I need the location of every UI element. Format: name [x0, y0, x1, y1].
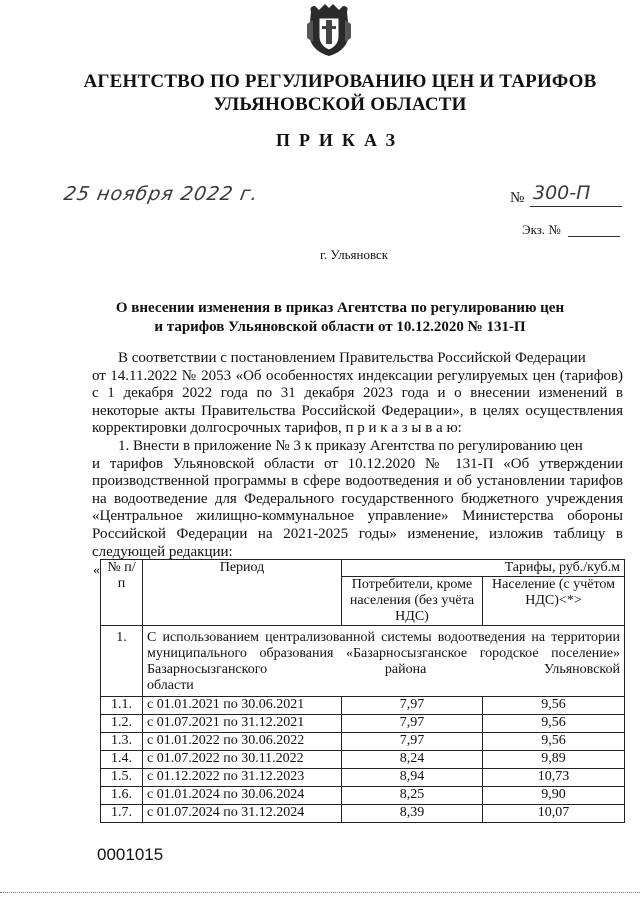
document-type: ПРИКАЗ — [275, 130, 405, 150]
paragraph-preamble-first-line: В соответствии с постановлением Правительства Российской Федерации — [118, 350, 586, 366]
table-row — [101, 805, 625, 823]
header-no: № п/п — [101, 560, 143, 626]
row-population-tariff: 9,90 — [483, 787, 625, 805]
row-population-tariff: 10,73 — [483, 769, 625, 787]
row-no: 1.4. — [101, 751, 143, 769]
copy-number-label: Экз. № — [522, 222, 561, 237]
row-no: 1.6. — [101, 787, 143, 805]
row-population-tariff: 9,56 — [483, 733, 625, 751]
table-row — [101, 787, 625, 805]
header-population: Население (с учётом НДС)<*> — [483, 577, 625, 626]
paragraph-item-1-first-line: 1. Внести в приложение № 3 к приказу Агентства по регулированию цен — [118, 438, 583, 454]
paragraph-item-1-rest: и тарифов Ульяновской области от 10.12.2020 № 131-П «Об утверждении производственной программы в сфере водоотведения и об установлении тарифов на водоотведение для Федерального государственного бюджетного учреждения «Центральное жилищно-коммунальное управление» Министерства обороны Российской Федерации на 2021-2025 годы» изменение, изложив таблицу в следующей редакции: — [92, 455, 623, 560]
serial-number: 0001015 — [97, 845, 164, 864]
paragraph-preamble-rest: от 14.11.2022 № 2053 «Об особенностях индексации регулируемых цен (тарифов) с 1 декабря 2022 года по 31 декабря 2023 года и о внесении изменений в некоторые акты Правительства Российской Федерации», в целях осуществления корректировки долгосрочных тарифов, п р и к а з ы в а ю: — [92, 367, 623, 437]
copy-number-blank — [568, 236, 620, 237]
row-consumers-tariff: 7,97 — [342, 733, 483, 751]
order-number-underline — [530, 206, 622, 207]
tariff-table — [100, 559, 625, 823]
row-no: 1.1. — [101, 697, 143, 715]
header-tariffs: Тарифы, руб./куб.м — [342, 560, 625, 577]
row-period: с 01.01.2024 по 30.06.2024 — [143, 787, 342, 805]
order-number-label: № — [510, 190, 525, 206]
table-row — [101, 751, 625, 769]
row-population-tariff: 9,56 — [483, 697, 625, 715]
table-row — [101, 715, 625, 733]
tariff-rows — [101, 697, 625, 823]
row-period: с 01.07.2021 по 31.12.2021 — [143, 715, 342, 733]
order-number: 300-П — [533, 182, 591, 204]
agency-name-line2: УЛЬЯНОВСКОЙ ОБЛАСТИ — [213, 94, 467, 115]
group-description-main: С использованием централизованной системы водоотведения на территории муниципального образования «Базарносызганское городское поселение» Базарносызганского района Ульяновской — [147, 630, 620, 677]
row-consumers-tariff: 8,25 — [342, 787, 483, 805]
row-period: с 01.01.2021 по 30.06.2021 — [143, 697, 342, 715]
order-title — [90, 299, 590, 337]
row-consumers-tariff: 8,94 — [342, 769, 483, 787]
row-period: с 01.01.2022 по 30.06.2022 — [143, 733, 342, 751]
paragraph-preamble — [92, 350, 623, 438]
coat-of-arms-icon — [305, 2, 353, 58]
quote-open: « — [93, 563, 100, 578]
city: г. Ульяновск — [320, 247, 389, 262]
header-consumers: Потребители, кроме населения (без учёта НДС) — [342, 577, 483, 626]
order-date: 25 ноября 2022 г. — [62, 183, 261, 205]
row-consumers-tariff: 8,39 — [342, 805, 483, 823]
header-period: Период — [143, 560, 342, 626]
paragraph-item-1 — [92, 438, 623, 561]
order-title-line1: О внесении изменения в приказ Агентства по регулированию цен — [115, 300, 565, 316]
row-consumers-tariff: 7,97 — [342, 697, 483, 715]
group-description — [143, 626, 625, 697]
table-row — [101, 733, 625, 751]
table-row — [101, 769, 625, 787]
row-population-tariff: 10,07 — [483, 805, 625, 823]
row-no: 1.7. — [101, 805, 143, 823]
bottom-dotted-line — [0, 892, 640, 893]
row-period: с 01.07.2022 по 30.11.2022 — [143, 751, 342, 769]
row-consumers-tariff: 7,97 — [342, 715, 483, 733]
row-population-tariff: 9,56 — [483, 715, 625, 733]
row-no: 1.3. — [101, 733, 143, 751]
row-population-tariff: 9,89 — [483, 751, 625, 769]
agency-name-line1: АГЕНТСТВО ПО РЕГУЛИРОВАНИЮ ЦЕН И ТАРИФОВ — [83, 71, 597, 92]
row-consumers-tariff: 8,24 — [342, 751, 483, 769]
group-description-last: области — [147, 678, 194, 693]
row-period: с 01.07.2024 по 31.12.2024 — [143, 805, 342, 823]
table-row — [101, 697, 625, 715]
group-no: 1. — [101, 626, 143, 697]
order-title-line2: и тарифов Ульяновской области от 10.12.2020 № 131-П — [154, 319, 526, 335]
row-no: 1.2. — [101, 715, 143, 733]
row-no: 1.5. — [101, 769, 143, 787]
row-period: с 01.12.2022 по 31.12.2023 — [143, 769, 342, 787]
